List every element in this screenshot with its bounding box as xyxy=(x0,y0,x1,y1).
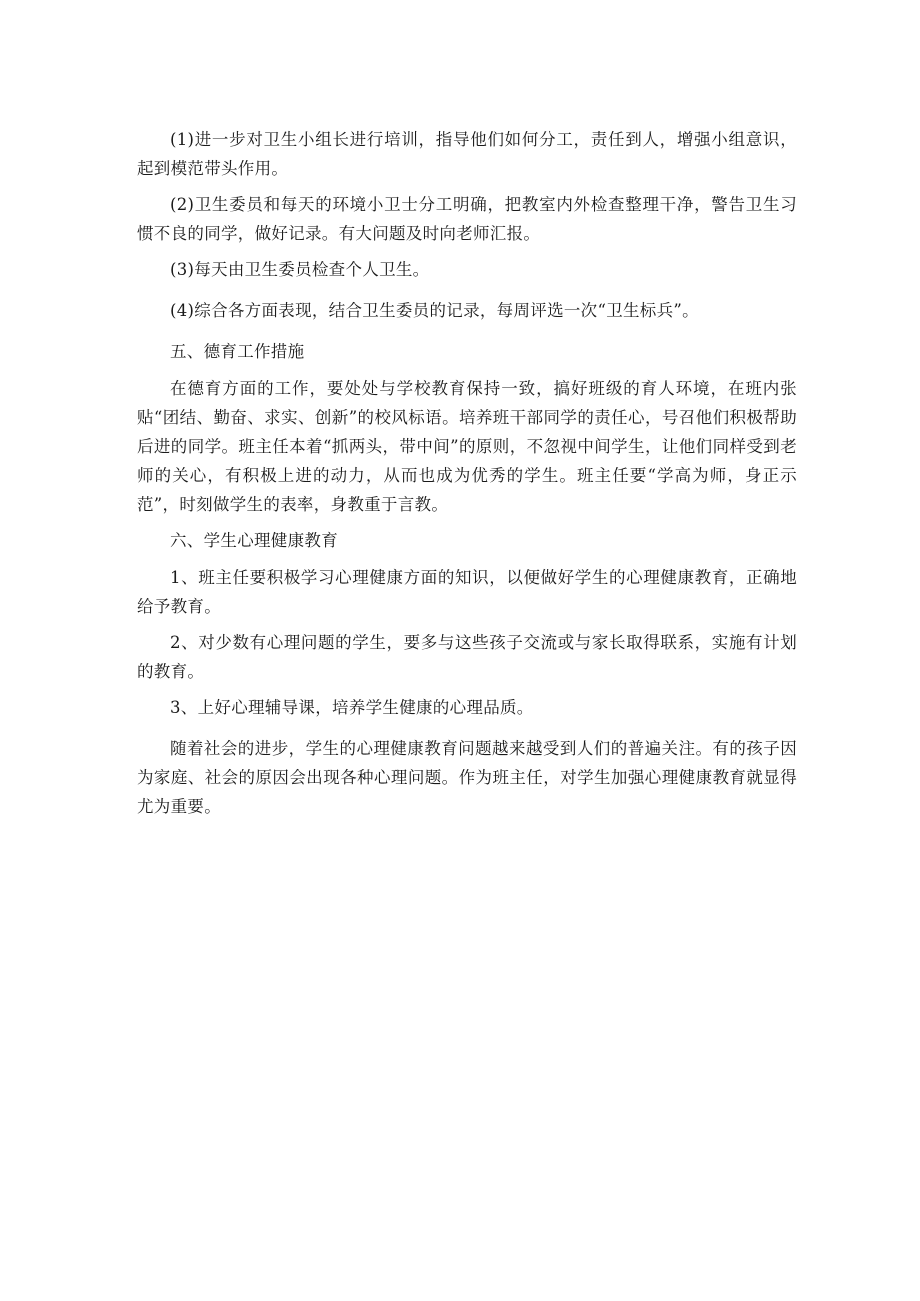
paragraph-hygiene-item-1: (1)进一步对卫生小组长进行培训，指导他们如何分工，责任到人，增强小组意识，起到模范带头作用。 xyxy=(137,130,797,178)
paragraph-moral-education: 在德育方面的工作，要处处与学校教育保持一致，搞好班级的育人环境，在班内张贴“团结、勤奋、求实、创新”的校风标语。培养班干部同学的责任心，号召他们积极帮助后进的同学。班主任本着“抓两头，带中间”的原则，不忽视中间学生，让他们同样受到老师的关心，有积极上进的动力，从而也成为优秀的学生。班主任要“学高为师，身正示范”，时刻做学生的表率，身教重于言教。 xyxy=(137,379,797,514)
section-heading-mental-health: 六、学生心理健康教育 xyxy=(170,531,338,550)
document-body xyxy=(137,125,797,828)
paragraph-mental-health-item-3: 3、上好心理辅导课，培养学生健康的心理品质。 xyxy=(170,698,534,717)
paragraph-hygiene-item-4: (4)综合各方面表现，结合卫生委员的记录，每周评选一次“卫生标兵”。 xyxy=(170,301,699,320)
paragraph-mental-health-item-1: 1、班主任要积极学习心理健康方面的知识，以便做好学生的心理健康教育，正确地给予教育。 xyxy=(137,568,797,616)
section-heading-moral-education: 五、德育工作措施 xyxy=(170,342,305,361)
paragraph-mental-health-item-2: 2、对少数有心理问题的学生，要多与这些孩子交流或与家长取得联系，实施有计划的教育。 xyxy=(137,633,797,681)
paragraph-hygiene-item-2: (2)卫生委员和每天的环境小卫士分工明确，把教室内外检查整理干净，警告卫生习惯不良的同学，做好记录。有大问题及时向老师汇报。 xyxy=(137,195,797,243)
paragraph-conclusion: 随着社会的进步，学生的心理健康教育问题越来越受到人们的普遍关注。有的孩子因为家庭、社会的原因会出现各种心理问题。作为班主任，对学生加强心理健康教育就显得尤为重要。 xyxy=(137,739,797,816)
paragraph-hygiene-item-3: (3)每天由卫生委员检查个人卫生。 xyxy=(170,260,430,279)
